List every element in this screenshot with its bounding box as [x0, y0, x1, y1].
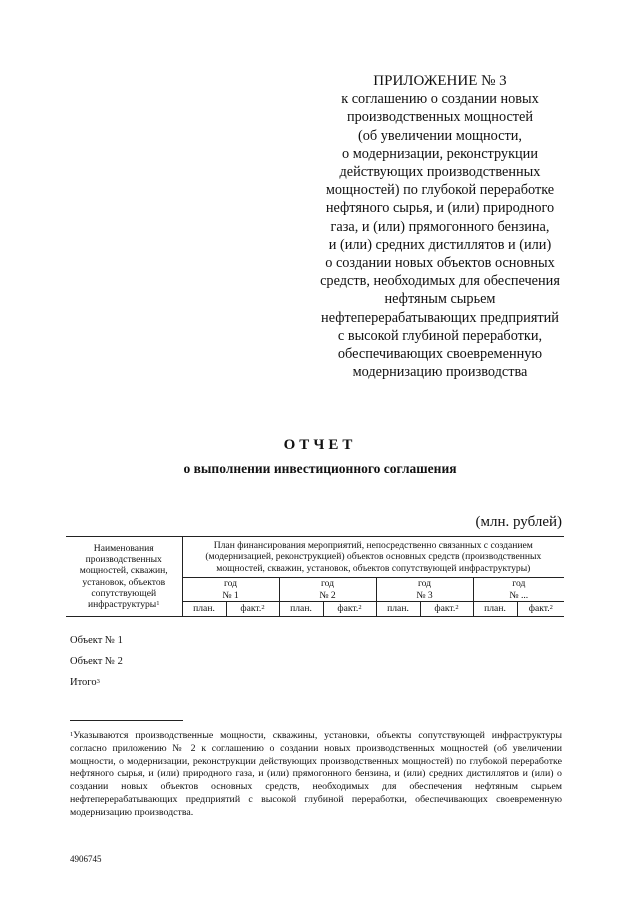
units-label: (млн. рублей): [475, 514, 562, 530]
document-number: 4906745: [70, 854, 102, 864]
appendix-line: обеспечивающих своевременную: [337, 346, 543, 363]
name-header-cell: [66, 537, 182, 617]
appendix-line: модернизацию производства: [352, 364, 528, 381]
footnote: [70, 730, 562, 820]
plan-header-line: мощностей, скважин, установок, объектов сопутствующей инфраструктуры): [216, 562, 531, 574]
appendix-line: нефтяным сырьем: [384, 291, 496, 308]
year-number: № 3: [416, 589, 433, 601]
footnote-marker: 1: [70, 731, 74, 738]
appendix-line: нефтеперерабатывающих предприятий: [321, 309, 559, 326]
year-header-1: [182, 578, 279, 602]
appendix-line: мощностей) по глубокой переработке: [325, 182, 555, 199]
name-header-line: установок, объектов: [82, 576, 166, 588]
appendix-line: газа, и (или) прямогонного бензина,: [330, 218, 550, 235]
list-item: Объект № 1: [70, 635, 123, 646]
appendix-line: о создании новых объектов основных: [325, 255, 555, 272]
fact-cell: факт.$^2$: [323, 602, 376, 617]
table-rows: [70, 630, 123, 693]
footnote-divider: [70, 720, 183, 721]
report-subtitle: о выполнении инвестиционного соглашения: [183, 461, 457, 476]
year-label: год: [417, 578, 432, 590]
list-item: Объект № 2: [70, 656, 123, 667]
year-label: год: [223, 578, 238, 590]
plan-cell: план.: [182, 602, 226, 617]
appendix-line: действующих производственных: [339, 164, 541, 181]
name-header-line: сопутствующей: [91, 587, 157, 599]
name-header-line: Наименования: [93, 542, 154, 554]
report-table: [66, 536, 564, 617]
footnote-text: Указываются производственные мощности, скважины, установки, объекты сопутствующей инфраструктуры согласно приложению № 2 к соглашению о создании новых производственных мощностей (об увеличении мощности, о модернизации, реконструкции действующих производственных мощностей) по глубокой переработке нефтяного сырья, и (или) природного газа, и (или) прямогонного бензина, и (или) средних дистиллятов и (или) о создании новых объектов основных средств, необходимых для обеспечения нефтяным сырьем нефтеперерабатывающих предприятий с высокой глубиной переработки, обеспечивающих своевременную модернизацию производства.: [70, 730, 562, 818]
appendix-line: и (или) средних дистиллятов и (или): [328, 236, 552, 253]
report-title: ОТЧЕТ: [283, 437, 357, 453]
appendix-line: нефтяного сырья, и (или) природного: [325, 200, 555, 217]
fact-cell: факт.$^2$: [517, 602, 564, 617]
footnote-marker: 3: [96, 678, 100, 685]
plan-header-line: План финансирования мероприятий, непосредственно связанных с созданием: [213, 540, 533, 552]
appendix-line: с высокой глубиной переработки,: [337, 327, 543, 344]
fact-cell: факт.$^2$: [420, 602, 473, 617]
year-header-3: [376, 578, 473, 602]
name-header-line: инфраструктуры$^1$: [88, 598, 160, 610]
year-label: год: [512, 578, 526, 590]
plan-cell: план.: [279, 602, 323, 617]
name-header-line: производственных: [85, 554, 162, 566]
appendix-line: о модернизации, реконструкции: [342, 145, 538, 162]
year-header-4: [473, 578, 564, 602]
plan-cell: план.: [376, 602, 420, 617]
year-number: № ...: [509, 589, 529, 601]
plan-header-line: (модернизацией, реконструкцией) объектов основных средств (производственных: [205, 551, 542, 563]
appendix-line: (об увеличении мощности,: [358, 127, 522, 144]
footnote-marker: 1: [156, 599, 160, 607]
year-header-2: [279, 578, 376, 602]
name-header-line: мощностей, скважин,: [79, 565, 168, 577]
total-row: Итого$^3$: [70, 677, 100, 688]
fact-cell: факт.$^2$: [226, 602, 279, 617]
plan-cell: план.: [473, 602, 517, 617]
year-number: № 1: [222, 589, 239, 601]
appendix-title: ПРИЛОЖЕНИЕ № 3: [373, 73, 507, 89]
plan-header-cell: [182, 537, 564, 578]
appendix-header: [290, 72, 590, 381]
appendix-line: средств, необходимых для обеспечения: [320, 273, 560, 290]
year-label: год: [320, 578, 335, 590]
appendix-line: к соглашению о создании новых: [341, 91, 539, 108]
year-number: № 2: [319, 589, 336, 601]
appendix-line: производственных мощностей: [346, 109, 534, 126]
